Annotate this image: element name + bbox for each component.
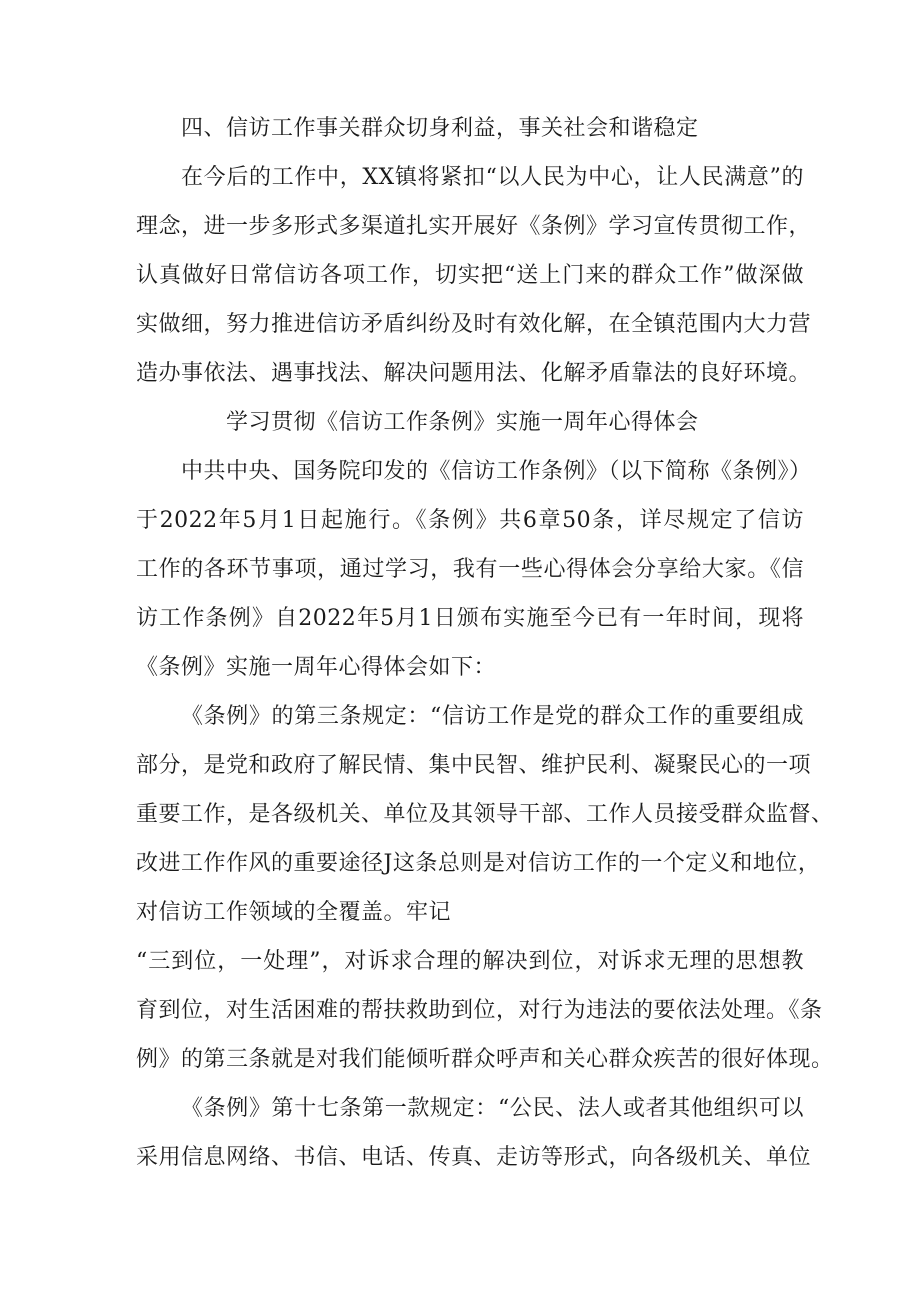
paragraph-line: “三到位，一处理”，对诉求合理的解决到位，对诉求无理的思想教 <box>136 949 804 974</box>
paragraph-line: 《条例》实施一周年心得体会如下： <box>136 655 497 680</box>
paragraph-line: 造办事依法、遇事找法、解决问题用法、化解矛盾靠法的良好环境。 <box>136 361 812 386</box>
paragraph-line: 中共中央、国务院印发的《信访工作条例》（以下简称《条例》） <box>181 459 812 484</box>
paragraph-line: 重要工作，是各级机关、单位及其领导干部、工作人员接受群众监督、 <box>136 802 834 827</box>
paragraph-line: 育到位，对生活困难的帮扶救助到位，对行为违法的要依法处理。《条 <box>136 998 823 1023</box>
paragraph-line: 于2022年5月1日起施行。《条例》共6章50条，详尽规定了信访 <box>136 508 804 533</box>
paragraph-line: 采用信息网络、书信、电话、传真、走访等形式，向各级机关、单位 <box>136 1145 812 1170</box>
article-title: 学习贯彻《信访工作条例》实施一周年心得体会 <box>226 410 699 435</box>
paragraph-line: 访工作条例》自2022年5月1日颁布实施至今已有一年时间，现将 <box>136 606 804 631</box>
paragraph-line: 对信访工作领域的全覆盖。牢记 <box>136 900 452 925</box>
paragraph-line: 实做细，努力推进信访矛盾纠纷及时有效化解，在全镇范围内大力营 <box>136 312 812 337</box>
paragraph-line: 理念，进一步多形式多渠道扎实开展好《条例》学习宣传贯彻工作， <box>136 214 812 239</box>
paragraph-line: 在今后的工作中，XX镇将紧扣“以人民为中心，让人民满意”的 <box>181 165 804 190</box>
paragraph-line: 部分，是党和政府了解民情、集中民智、维护民利、凝聚民心的一项 <box>136 753 812 778</box>
section-heading: 四、信访工作事关群众切身利益，事关社会和谐稳定 <box>181 116 699 141</box>
paragraph-line: 认真做好日常信访各项工作，切实把“送上门来的群众工作”做深做 <box>136 263 804 288</box>
paragraph-line: 《条例》的第三条规定：“信访工作是党的群众工作的重要组成 <box>181 704 804 729</box>
paragraph-line: 改进工作作风的重要途径J这条总则是对信访工作的一个定义和地位， <box>136 851 821 876</box>
paragraph-line: 《条例》第十七条第一款规定：“公民、法人或者其他组织可以 <box>181 1096 804 1121</box>
paragraph-line: 例》的第三条就是对我们能倾听群众呼声和关心群众疾苦的很好体现。 <box>136 1047 834 1072</box>
paragraph-line: 工作的各环节事项，通过学习，我有一些心得体会分享给大家。《信 <box>136 557 804 582</box>
